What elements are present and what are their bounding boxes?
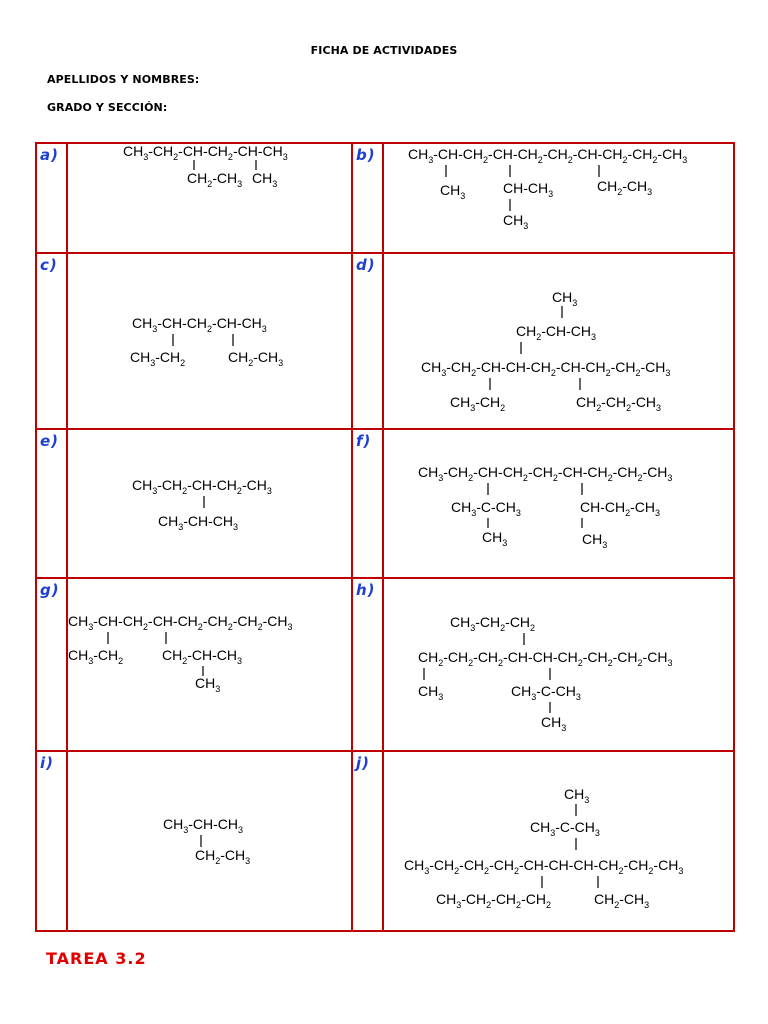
formula-line: $CH_3-C-CH_3$	[451, 499, 521, 518]
formula-line: $CH_3-CH_2-CH_2-CH_2$	[436, 891, 551, 910]
page-title: FICHA DE ACTIVIDADES	[310, 44, 458, 57]
formula-j	[384, 752, 734, 930]
formula-line: $CH_2-CH_2-CH_3$	[576, 394, 662, 413]
formula-line: $CH_3-CH-CH_2-CH-CH_2-CH_2-CH-CH_2-CH_2-CH_3$	[408, 146, 688, 165]
exercise-e-label: e)	[40, 432, 60, 450]
formula-line: $CH_3$	[440, 182, 466, 201]
formula-line: $CH_2-CH-CH_3$	[516, 323, 597, 342]
formula-c	[68, 254, 352, 428]
formula-d	[384, 254, 734, 428]
grade-label: GRADO Y SECCIÓN:	[47, 101, 168, 114]
formula-line: $CH_3$	[482, 529, 508, 548]
exercise-i-label: i)	[40, 754, 54, 772]
exercise-j-label: j)	[356, 754, 370, 772]
formula-f	[384, 430, 734, 576]
exercise-d-label: d)	[356, 256, 376, 274]
formula-h	[384, 579, 734, 749]
formula-line: $CH_3$	[582, 531, 608, 550]
formula-line: $CH_2-CH_3$	[187, 170, 243, 189]
formula-line: $CH_3-CH_2$	[450, 394, 506, 413]
exercise-f-label: f)	[356, 432, 372, 450]
formula-line: $CH_3$	[503, 212, 529, 231]
formula-e	[68, 430, 352, 576]
exercise-g-label: g)	[40, 581, 60, 599]
formula-line: $CH_3$	[418, 683, 444, 702]
formula-line: $CH_2-CH_3$	[195, 847, 251, 866]
formula-line: $CH_3$	[552, 289, 578, 308]
formula-line: $CH_3-CH_2-CH_2$	[450, 614, 536, 633]
formula-g	[68, 579, 352, 749]
formula-line: $CH_3-CH_2-CH-CH-CH_2-CH-CH_2-CH_2-CH_3$	[421, 359, 671, 378]
formula-line: $CH_3$	[252, 170, 278, 189]
formula-line: $CH_3-C-CH_3$	[511, 683, 581, 702]
formula-line: $CH_2-CH_3$	[594, 891, 650, 910]
formula-line: $CH_2-CH_2-CH_2-CH-CH-CH_2-CH_2-CH_2-CH_3$	[418, 649, 673, 668]
grid-line	[35, 930, 735, 932]
formula-line: $CH_3$	[541, 714, 567, 733]
formula-line: $CH_3-CH_2-CH-CH_2-CH_3$	[132, 477, 272, 496]
formula-line: $CH-CH_3$	[503, 180, 554, 199]
formula-i	[68, 752, 352, 930]
formula-line: $CH_3-CH_2$	[68, 647, 124, 666]
task-label: TAREA 3.2	[46, 949, 147, 968]
formula-line: $CH_3-CH-CH_2-CH-CH_3$	[132, 315, 267, 334]
formula-line: $CH_2-CH_3$	[228, 349, 284, 368]
formula-line: $CH_3-CH-CH_2-CH-CH_2-CH_2-CH_2-CH_3$	[68, 613, 293, 632]
formula-line: $CH_3-CH-CH_3$	[158, 513, 239, 532]
formula-line: $CH-CH_2-CH_3$	[580, 499, 661, 518]
formula-line: $CH_3-CH_2-CH_2-CH_2-CH-CH-CH-CH_2-CH_2-CH_3$	[404, 857, 684, 876]
formula-line: $CH_3-C-CH_3$	[530, 819, 600, 838]
formula-line: $CH_3-CH-CH_3$	[163, 816, 244, 835]
formula-b	[384, 143, 734, 251]
names-label: APELLIDOS Y NOMBRES:	[47, 73, 200, 86]
exercise-h-label: h)	[356, 581, 376, 599]
formula-line: $CH_3$	[564, 786, 590, 805]
grid-line	[35, 142, 37, 932]
exercise-b-label: b)	[356, 146, 376, 164]
formula-line: $CH_2-CH_3$	[597, 178, 653, 197]
formula-line: $CH_3$	[195, 675, 221, 694]
formula-line: $CH_2-CH-CH_3$	[162, 647, 243, 666]
formula-line: $CH_3-CH_2$	[130, 349, 186, 368]
formula-line: $CH_3-CH_2-CH-CH_2-CH-CH_3$	[123, 143, 288, 162]
exercise-c-label: c)	[40, 256, 58, 274]
formula-a	[68, 143, 352, 251]
exercise-a-label: a)	[40, 146, 59, 164]
formula-line: $CH_3-CH_2-CH-CH_2-CH_2-CH-CH_2-CH_2-CH_3$	[418, 464, 673, 483]
